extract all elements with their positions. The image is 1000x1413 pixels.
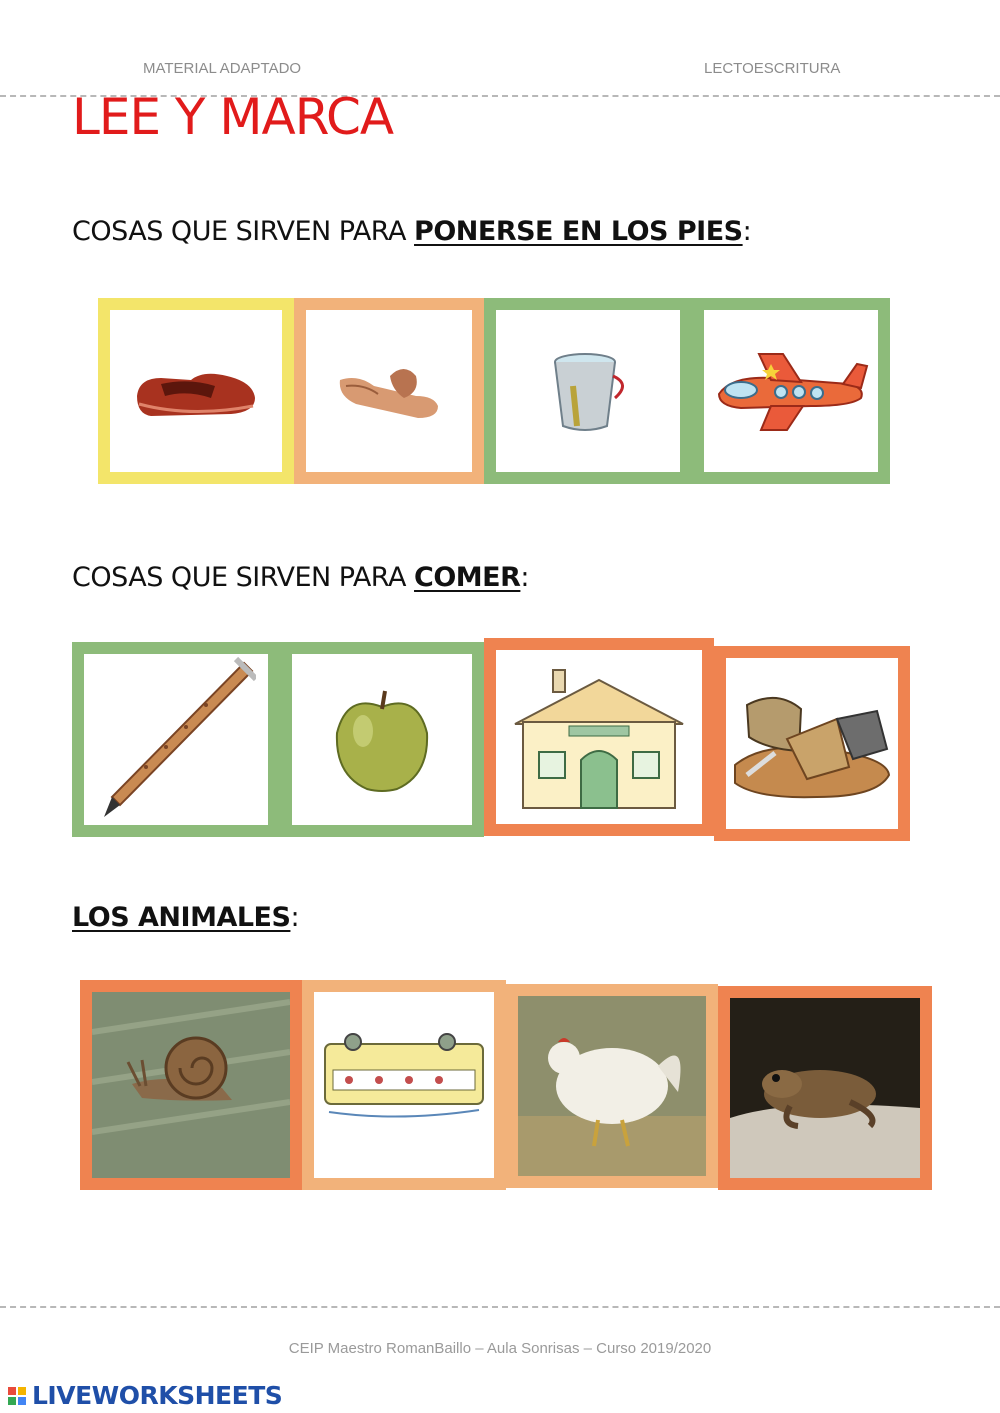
house-picture — [496, 650, 702, 824]
picture-card[interactable] — [484, 638, 714, 836]
logo-mark-icon — [8, 1387, 26, 1405]
bucket-picture — [496, 310, 680, 472]
page-title: LEE Y MARCA — [72, 88, 394, 146]
picture-card[interactable] — [506, 984, 718, 1188]
picture-card[interactable] — [294, 298, 484, 484]
slipper-picture — [306, 310, 472, 472]
picture-card[interactable] — [484, 298, 692, 484]
bus-picture — [314, 992, 494, 1178]
section-heading-eat: COSAS QUE SIRVEN PARA COMER: — [72, 562, 530, 593]
picture-strip-eat — [72, 642, 910, 841]
pencil-picture — [84, 654, 268, 825]
footer-divider — [0, 1306, 1000, 1308]
section-keyword: LOS ANIMALES — [72, 902, 291, 933]
section-keyword: COMER — [414, 562, 521, 593]
section-keyword: PONERSE EN LOS PIES — [414, 216, 743, 247]
snail-picture — [92, 992, 290, 1178]
airplane-picture — [704, 310, 878, 472]
hen-picture — [518, 996, 706, 1176]
picture-card[interactable] — [80, 980, 302, 1190]
header-left: MATERIAL ADAPTADO — [143, 60, 302, 77]
apple-picture — [292, 654, 472, 825]
shoe-picture — [110, 310, 282, 472]
picture-card[interactable] — [302, 980, 506, 1190]
picture-card[interactable] — [72, 642, 280, 837]
brand-name: LIVEWORKSHEETS — [32, 1381, 283, 1410]
header-right: LECTOESCRITURA — [704, 60, 841, 77]
picture-strip-animals — [80, 980, 932, 1190]
section-heading-feet: COSAS QUE SIRVEN PARA PONERSE EN LOS PIES: — [72, 216, 752, 247]
frog-picture — [730, 998, 920, 1178]
picture-card[interactable] — [714, 646, 910, 841]
footer-text: CEIP Maestro RomanBaillo – Aula Sonrisas – Curso 2019/2020 — [288, 1340, 712, 1357]
picture-card[interactable] — [98, 298, 294, 484]
picture-card[interactable] — [280, 642, 484, 837]
picture-card[interactable] — [692, 298, 890, 484]
liveworksheets-logo[interactable] — [8, 1381, 282, 1410]
section-heading-animals: LOS ANIMALES: — [72, 902, 300, 933]
bread-and-cheese-picture — [726, 658, 898, 829]
picture-strip-feet — [98, 298, 890, 484]
picture-card[interactable] — [718, 986, 932, 1190]
